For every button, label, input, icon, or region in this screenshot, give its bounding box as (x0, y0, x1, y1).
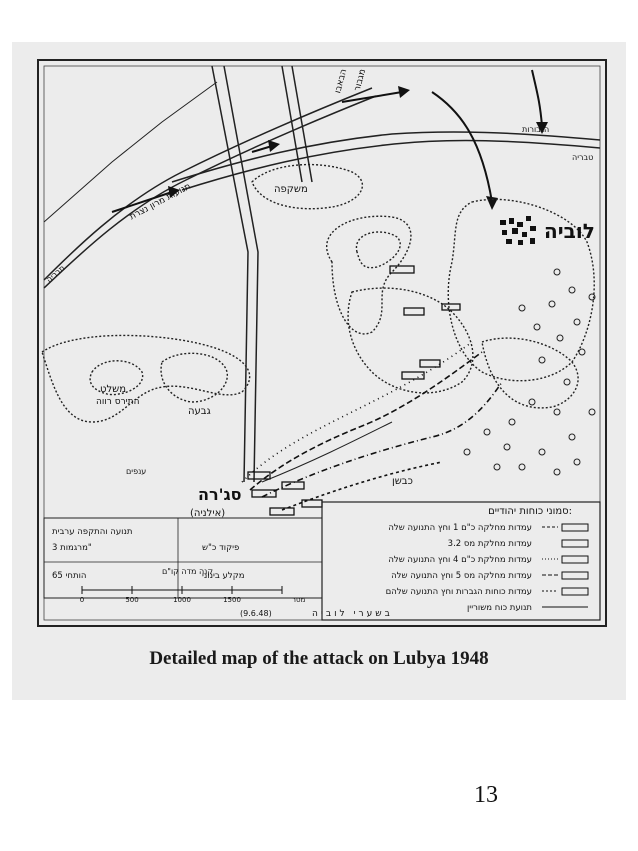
scale-label: 1500 (223, 596, 241, 604)
footer-title: בשערי לוביה (312, 609, 393, 619)
label-small: ענפים (126, 467, 147, 476)
legend-left-item: הותחי 65 (52, 571, 87, 581)
lubya-attack-map (12, 42, 626, 700)
label-hill: גבעה (188, 406, 211, 417)
label-road-right: טבריה (572, 153, 594, 162)
page-number: 13 (474, 782, 498, 808)
scale-label: 500 (125, 596, 139, 604)
label-road-diag: תנועות מרון נצרת (128, 181, 193, 223)
legend-item: עמדות מחלקה כ"ם 1 וחץ התנועה שלה (388, 523, 532, 533)
legend-left-item: מרגמות 3" (52, 543, 92, 553)
scale-bar (82, 586, 282, 594)
legend-left-item: מקלע בינוני (202, 571, 245, 581)
scale-title: קנה מדה קו"ם (162, 567, 214, 576)
legend-item: עמדות מחלקת כ"ם 4 וחץ התנועה שלה (388, 555, 532, 565)
roads (44, 66, 600, 482)
legend-item: עמדות מחלקת מס 3.2 (447, 539, 532, 549)
label-kabsha: כבשן (392, 476, 413, 487)
label-road-top1: מגבור (352, 68, 369, 93)
label-road-left: תבריה (44, 263, 67, 285)
legend-left-item: פיקוד כ"ש (202, 543, 240, 553)
label-lubya: לוביה (544, 219, 595, 243)
scale-label: 1000 (173, 596, 191, 604)
label-sejera-alt: (אילניה) (190, 508, 226, 519)
label-mask: משקפה (274, 184, 308, 195)
scale-unit: מטר (292, 596, 306, 604)
footer-date: (9.6.48) (240, 609, 272, 618)
label-meshlat: משלט (100, 384, 127, 395)
label-hagiv: הגבורות (522, 125, 550, 134)
attack-routes (242, 342, 502, 510)
label-road-top2: הבאבו (333, 67, 350, 95)
legend-item: תנועת כוח משוריין (466, 603, 532, 613)
legend-item: עמדות כוחות הגברות וחץ התנועה שלהם (385, 587, 532, 597)
scale-label: 0 (79, 596, 85, 604)
tree-symbols (464, 269, 595, 475)
legend-symbols (542, 524, 588, 607)
legend-panel (44, 502, 600, 620)
figure-caption: Detailed map of the attack on Lubya 1948 (149, 648, 489, 669)
label-meshlat-sub: התירס רווה (96, 397, 140, 407)
position-markers (248, 266, 460, 515)
legend-left-item: תנועה והתקפה ערבית (52, 527, 133, 537)
legend-title: סמוני כוחות יהודיים: (488, 506, 572, 517)
label-sejera: סג'רה (198, 485, 242, 504)
lubya-village (500, 216, 536, 245)
legend-item: עמדות מחלקה מס 5 וחץ התנועה שלה (391, 571, 532, 581)
